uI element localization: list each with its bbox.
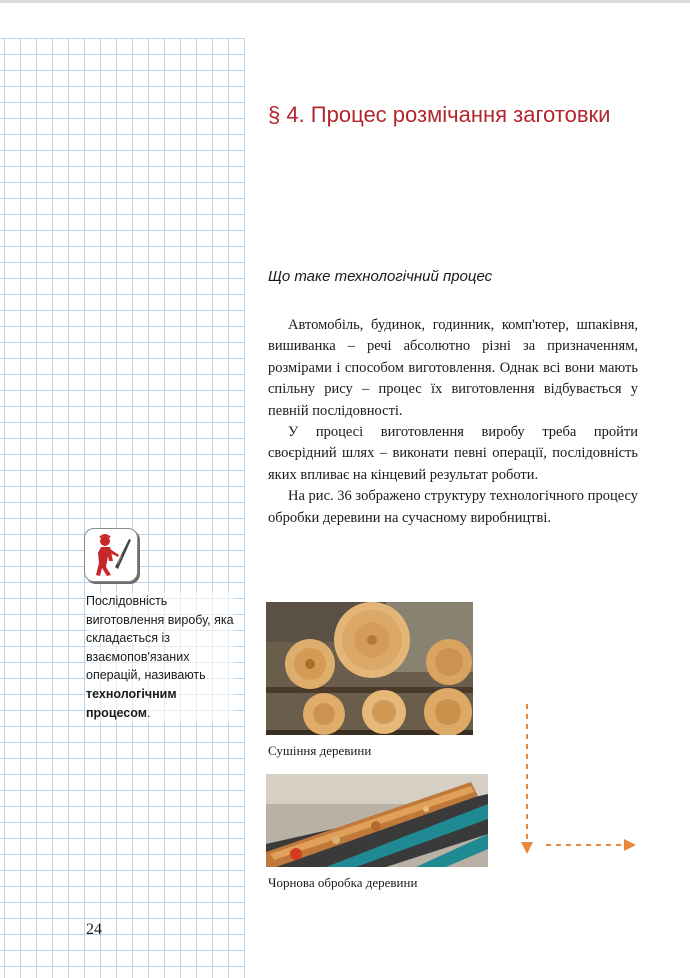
log-on-conveyor-photo: [266, 774, 488, 867]
stacked-logs-photo: [266, 602, 473, 735]
definition-note: [86, 592, 236, 722]
section-heading: Що таке технологічний процес: [268, 268, 493, 285]
paragraph-2: У процесі виготовлення виробу треба пройти своєрідний шлях – виконати певні операції, послідовність яких впливає на кінцевий результат роботи.: [268, 424, 638, 483]
figure-caption-2: Чорнова обробка деревини: [268, 875, 418, 890]
paragraph-1: Автомобіль, будинок, годинник, комп'ютер, шпаківня, вишиванка – речі абсолютно різні за призначенням, розмірами і способом виготовлення. Однак всі вони мають спільну рису – процес їх виготовлення відбувається у певній послідовності.: [268, 317, 638, 419]
definition-end: .: [146, 705, 151, 720]
paragraph-3: На рис. 36 зображено структуру технологічного процесу обробки деревини на сучасному виробництві.: [268, 488, 638, 526]
body-text: [268, 315, 638, 529]
down-arrow-icon: [520, 704, 534, 856]
craftsman-icon: [84, 528, 138, 582]
page-title: § 4. Процес розмічання заготовки: [268, 102, 611, 127]
right-arrow-icon: [546, 838, 638, 852]
page-number: 24: [86, 921, 102, 938]
grid-margin: [0, 38, 245, 978]
definition-term: технологічним процесом: [86, 686, 177, 720]
definition-text: Послідовність виготовлення виробу, яка складається із взаємопов'язаних операцій, називають: [86, 594, 234, 683]
top-border: [0, 0, 690, 3]
figure-caption-1: Сушіння деревини: [268, 743, 372, 758]
